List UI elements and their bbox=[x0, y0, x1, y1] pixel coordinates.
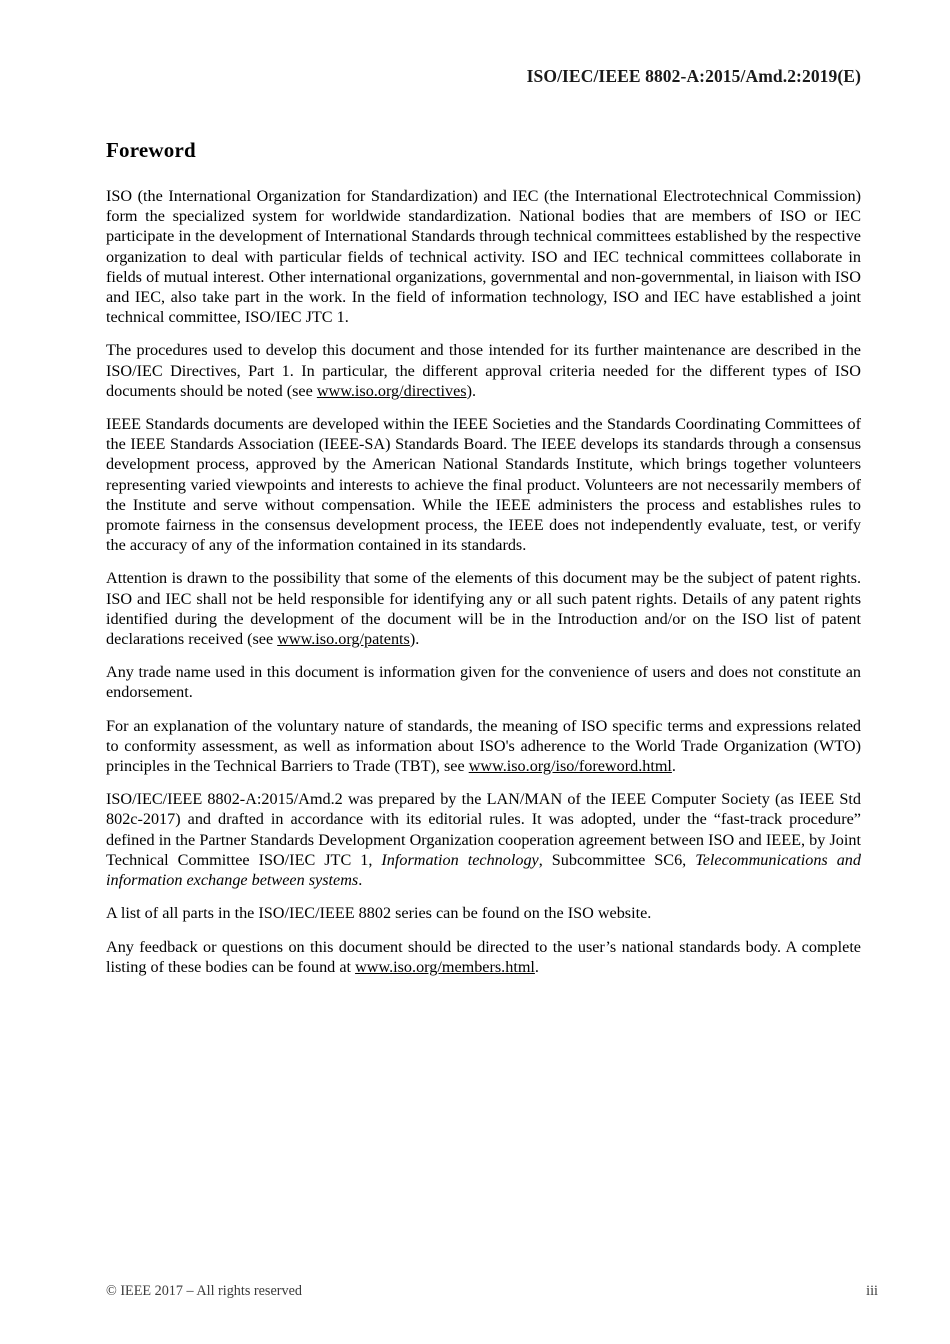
italic-information-technology: Information technology bbox=[381, 850, 539, 869]
page-title: Foreword bbox=[106, 138, 196, 162]
paragraph-patent-rights bbox=[106, 568, 861, 649]
paragraph-text: A list of all parts in the ISO/IEC/IEEE 8802 series can be found on the ISO website. bbox=[106, 904, 652, 923]
link-iso-patents[interactable]: www.iso.org/patents bbox=[277, 630, 410, 649]
paragraph-text-tail: . bbox=[358, 871, 363, 890]
paragraph-text: The procedures used to develop this document and those intended for its further maintenance are described in the ISO/IEC Directives, Part 1. In particular, the different approval criteria needed for the different types of ISO documents should be noted (see bbox=[106, 341, 861, 400]
footer-copyright: © IEEE 2017 – All rights reserved bbox=[106, 1283, 302, 1299]
page-footer bbox=[106, 1283, 878, 1300]
paragraph-text: For an explanation of the voluntary nature of standards, the meaning of ISO specific terms and expressions related to conformity assessment, as well as information about ISO's adherence to the World Trade Organization (WTO) principles in the Technical Barriers to Trade (TBT), see bbox=[106, 716, 861, 776]
paragraph-text-tail: ). bbox=[466, 381, 476, 400]
paragraph-text-tail: . bbox=[534, 957, 539, 976]
italic-telecommunications-scope: Telecommunications and information exchange between systems bbox=[106, 850, 861, 890]
running-header: ISO/IEC/IEEE 8802-A:2015/Amd.2:2019(E) bbox=[526, 66, 861, 86]
paragraph-preparation bbox=[106, 789, 861, 890]
paragraph-text-tail: . bbox=[671, 757, 676, 776]
paragraph-iso-iec-intro bbox=[106, 186, 861, 327]
paragraph-parts-list bbox=[106, 903, 861, 923]
paragraph-text-mid: , Subcommittee SC6, bbox=[538, 850, 696, 869]
link-iso-members[interactable]: www.iso.org/members.html bbox=[355, 957, 535, 976]
paragraph-text: Any trade name used in this document is information given for the convenience of users and does not constitute an endorsement. bbox=[106, 663, 861, 702]
paragraph-ieee-standards bbox=[106, 414, 861, 555]
paragraph-procedures bbox=[106, 340, 861, 401]
link-iso-directives[interactable]: www.iso.org/directives bbox=[316, 381, 467, 400]
footer-page-number: iii bbox=[866, 1283, 878, 1299]
paragraph-text: IEEE Standards documents are developed within the IEEE Societies and the Standards Coordinating Committees of the IEEE Standards Association (IEEE-SA) Standards Board. The IEEE develops its standards through a consensus development process, approved by the American National Standards Institute, which brings together volunteers representing varied viewpoints and interests to achieve the final product. Volunteers are not necessarily members of the Institute and serve without compensation. While the IEEE administers the process and establishes rules to promote fairness in the consensus development process, the IEEE does not independently evaluate, test, or verify the accuracy of any of the information contained in its standards. bbox=[106, 415, 861, 555]
link-iso-foreword[interactable]: www.iso.org/iso/foreword.html bbox=[468, 757, 672, 776]
paragraph-text: Attention is drawn to the possibility that some of the elements of this document may be the subject of patent rights. ISO and IEC shall not be held responsible for identifying any or all such patent rights. Details of any patent rights identified during the development of the document will be in the Introduction and/or on the ISO list of patent declarations received (see bbox=[106, 569, 861, 649]
paragraph-text: ISO/IEC/IEEE 8802-A:2015/Amd.2 was prepared by the LAN/MAN of the IEEE Computer Society (as IEEE Std 802c-2017) and drafted in accordance with its editorial rules. It was adopted, under the “fast-track procedure” defined in the Partner Standards Development Organization cooperation agreement between ISO and IEEE, by Joint Technical Committee ISO/IEC JTC 1, bbox=[106, 790, 861, 869]
paragraph-text-tail: ). bbox=[409, 630, 420, 649]
paragraph-voluntary-nature bbox=[106, 716, 861, 777]
paragraph-trade-name bbox=[106, 662, 861, 702]
paragraph-text: Any feedback or questions on this document should be directed to the user’s national standards body. A complete listing of these bodies can be found at bbox=[106, 937, 861, 976]
paragraph-feedback bbox=[106, 937, 861, 977]
document-body bbox=[106, 138, 861, 990]
paragraph-text: ISO (the International Organization for Standardization) and IEC (the International Electrotechnical Commission) form the specialized system for worldwide standardization. National bodies that are members of ISO or IEC participate in the development of International Standards through technical committees established by the respective organization to deal with particular fields of technical activity. ISO and IEC technical committees collaborate in fields of mutual interest. Other international organizations, governmental and non-governmental, in liaison with ISO and IEC, also take part in the work. In the field of information technology, ISO and IEC have established a joint technical committee, ISO/IEC JTC 1. bbox=[106, 187, 861, 327]
